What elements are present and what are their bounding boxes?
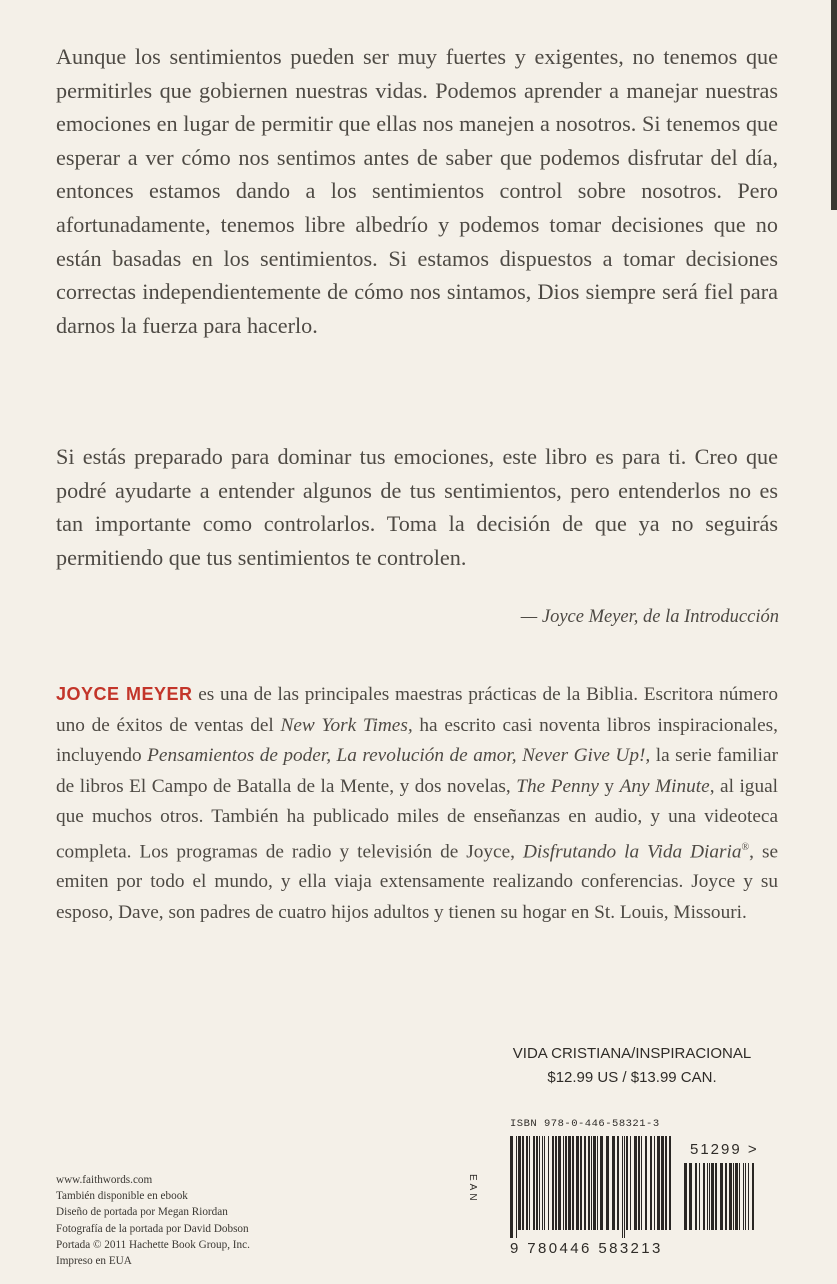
bio-text: es una de las principales maestras prácticas de la Biblia. Escritora número uno de éxitos de ventas del: [56, 684, 778, 736]
barcode-bar: [558, 1136, 561, 1230]
barcode-bar: [684, 1163, 687, 1230]
barcode-bar: [695, 1163, 697, 1230]
barcode-bar: [522, 1136, 524, 1230]
intro-paragraph-1: Aunque los sentimientos pueden ser muy fuertes y exigentes, no tenemos que permitirles que gobiernen nuestras vidas. Podemos aprender a manejar nuestras emociones en lugar de permitir que ellas nos manejen a nosotros. Si tenemos que esperar a ver cómo nos sentimos antes de saber que podemos disfrutar del día, entonces estamos dando a los sentimientos control sobre nosotros. Pero afortunadamente, tenemos libre albedrío y podemos tomar decisiones que no están basadas en los sentimientos. Si estamos dispuestos a tomar decisiones correctas independientemente de cómo nos sintamos, Dios siempre será fiel para darnos la fuerza para hacerlo.: [56, 44, 778, 338]
barcode-bar: [711, 1163, 714, 1230]
barcode-bar: [544, 1136, 545, 1230]
registered-mark: ®: [741, 841, 750, 853]
barcode-bar: [626, 1136, 628, 1230]
barcode-bar: [654, 1136, 655, 1230]
bio-title: The Penny: [516, 775, 599, 797]
barcode-bar: [555, 1136, 557, 1230]
barcode-bar: [641, 1136, 642, 1230]
barcode-bar: [588, 1136, 590, 1230]
barcode-bar: [720, 1163, 723, 1230]
bio-text: , al igual que muchos otros. También ha publicado miles de enseñanzas en audio, y una videoteca completa. Los programas de radio y televisión de Joyce,: [56, 775, 779, 862]
barcode-bar: [516, 1136, 517, 1238]
barcode-bar: [715, 1163, 717, 1230]
bio-title: Any Minute: [619, 775, 710, 797]
barcode-bar: [526, 1136, 528, 1230]
barcode-bar: [552, 1136, 554, 1230]
barcode-bar: [669, 1136, 671, 1230]
barcode-bar: [565, 1136, 567, 1230]
barcode-bar: [699, 1163, 700, 1230]
barcode-bar: [743, 1163, 744, 1230]
barcode-bar: [591, 1136, 592, 1230]
barcode-bar: [600, 1136, 603, 1230]
barcode-bar: [689, 1163, 692, 1230]
barcode-bar: [593, 1136, 596, 1230]
barcode-bar: [638, 1136, 640, 1230]
bio-text: , se emiten por todo el mundo, y ella viaja extensamente realizando conferencias. Joyce y su esposo, Dave, son padres de cuatro hijos adultos y tienen su hogar en St. Louis, Missouri.: [56, 840, 779, 923]
barcode-bar: [739, 1163, 740, 1230]
barcode-bar: [725, 1163, 727, 1230]
bio-title: Disfrutando la Vida Diaria: [522, 840, 742, 862]
addon-digits: 51299 >: [690, 1141, 759, 1158]
barcode-bar: [568, 1136, 571, 1230]
barcode-bar: [597, 1136, 598, 1230]
barcode-bar: [729, 1163, 732, 1230]
barcode-bar: [584, 1136, 586, 1230]
bio-title: New York Times,: [280, 714, 413, 736]
barcode-bar: [733, 1163, 734, 1230]
barcode-bar: [563, 1136, 564, 1230]
barcode-bar: [612, 1136, 615, 1230]
spine-edge: [831, 0, 837, 210]
bio-text: y: [598, 775, 620, 797]
barcode-bar: [542, 1136, 543, 1230]
copyright-note: Portada © 2011 Hachette Book Group, Inc.: [56, 1238, 250, 1251]
barcode-bar: [622, 1136, 623, 1238]
photo-credit: Fotografía de la portada por David Dobson: [56, 1222, 249, 1235]
barcode-bar: [548, 1136, 549, 1230]
genre-label: VIDA CRISTIANA/INSPIRACIONAL: [512, 1045, 752, 1062]
barcode-bar: [645, 1136, 647, 1230]
barcode-bar: [536, 1136, 538, 1230]
barcode-bar: [533, 1136, 535, 1230]
credits-block: [56, 1172, 250, 1269]
barcode-bar: [709, 1163, 710, 1230]
barcode-bar: [703, 1163, 705, 1230]
barcode-bar: [576, 1136, 579, 1230]
barcode-bar: [529, 1136, 530, 1230]
bio-text: la serie familiar de libros El Campo de Batalla de la Mente, y dos novelas,: [56, 745, 778, 797]
barcode-bar: [748, 1163, 749, 1230]
barcode-main: [510, 1136, 676, 1238]
isbn-text: ISBN 978-0-446-58321-3: [510, 1118, 660, 1130]
ean-label: EAN: [467, 1174, 478, 1204]
barcode-bar: [624, 1136, 625, 1238]
ebook-note: También disponible en ebook: [56, 1190, 188, 1203]
printed-note: Impreso en EUA: [56, 1255, 132, 1268]
design-credit: Diseño de portada por Megan Riordan: [56, 1206, 228, 1219]
category-block: [510, 1042, 754, 1090]
barcode-bar: [634, 1136, 637, 1230]
barcode-bar: [539, 1136, 540, 1230]
website-link[interactable]: www.faithwords.com: [56, 1174, 153, 1186]
barcode-bar: [707, 1163, 708, 1230]
barcode-bar: [735, 1163, 738, 1230]
barcode-digits: 9 780446 583213: [510, 1240, 663, 1257]
barcode-bar: [657, 1136, 660, 1230]
bio-text: ha escrito casi noventa libros inspiracionales, incluyendo: [56, 714, 778, 766]
price-label: $12.99 US / $13.99 CAN.: [547, 1069, 717, 1086]
barcode-bar: [745, 1163, 746, 1230]
barcode-bar: [752, 1163, 754, 1230]
intro-paragraph-2: Si estás preparado para dominar tus emociones, este libro es para ti. Creo que podré ayudarte a entender algunos de tus sentimientos, pero entenderlos no es tan importante como controlarlos. Toma la decisión de que ya no seguirás permitiendo que tus sentimientos te controlen.: [56, 444, 778, 570]
bio-title: Pensamientos de poder, La revolución de amor, Never Give Up!,: [147, 745, 651, 766]
author-name: JOYCE MEYER: [56, 684, 193, 704]
barcode-bar: [630, 1136, 631, 1230]
barcode-bar: [661, 1136, 664, 1230]
author-bio: [56, 679, 778, 928]
barcode-bar: [665, 1136, 667, 1230]
barcode-bar: [518, 1136, 521, 1230]
barcode-bar: [606, 1136, 609, 1230]
barcode-addon: [684, 1163, 756, 1265]
barcode-bar: [650, 1136, 652, 1230]
quote-attribution: — Joyce Meyer, de la Introducción: [520, 607, 779, 627]
barcode-bar: [510, 1136, 513, 1238]
barcode-bar: [617, 1136, 619, 1230]
barcode-bar: [580, 1136, 582, 1230]
barcode-bar: [572, 1136, 574, 1230]
